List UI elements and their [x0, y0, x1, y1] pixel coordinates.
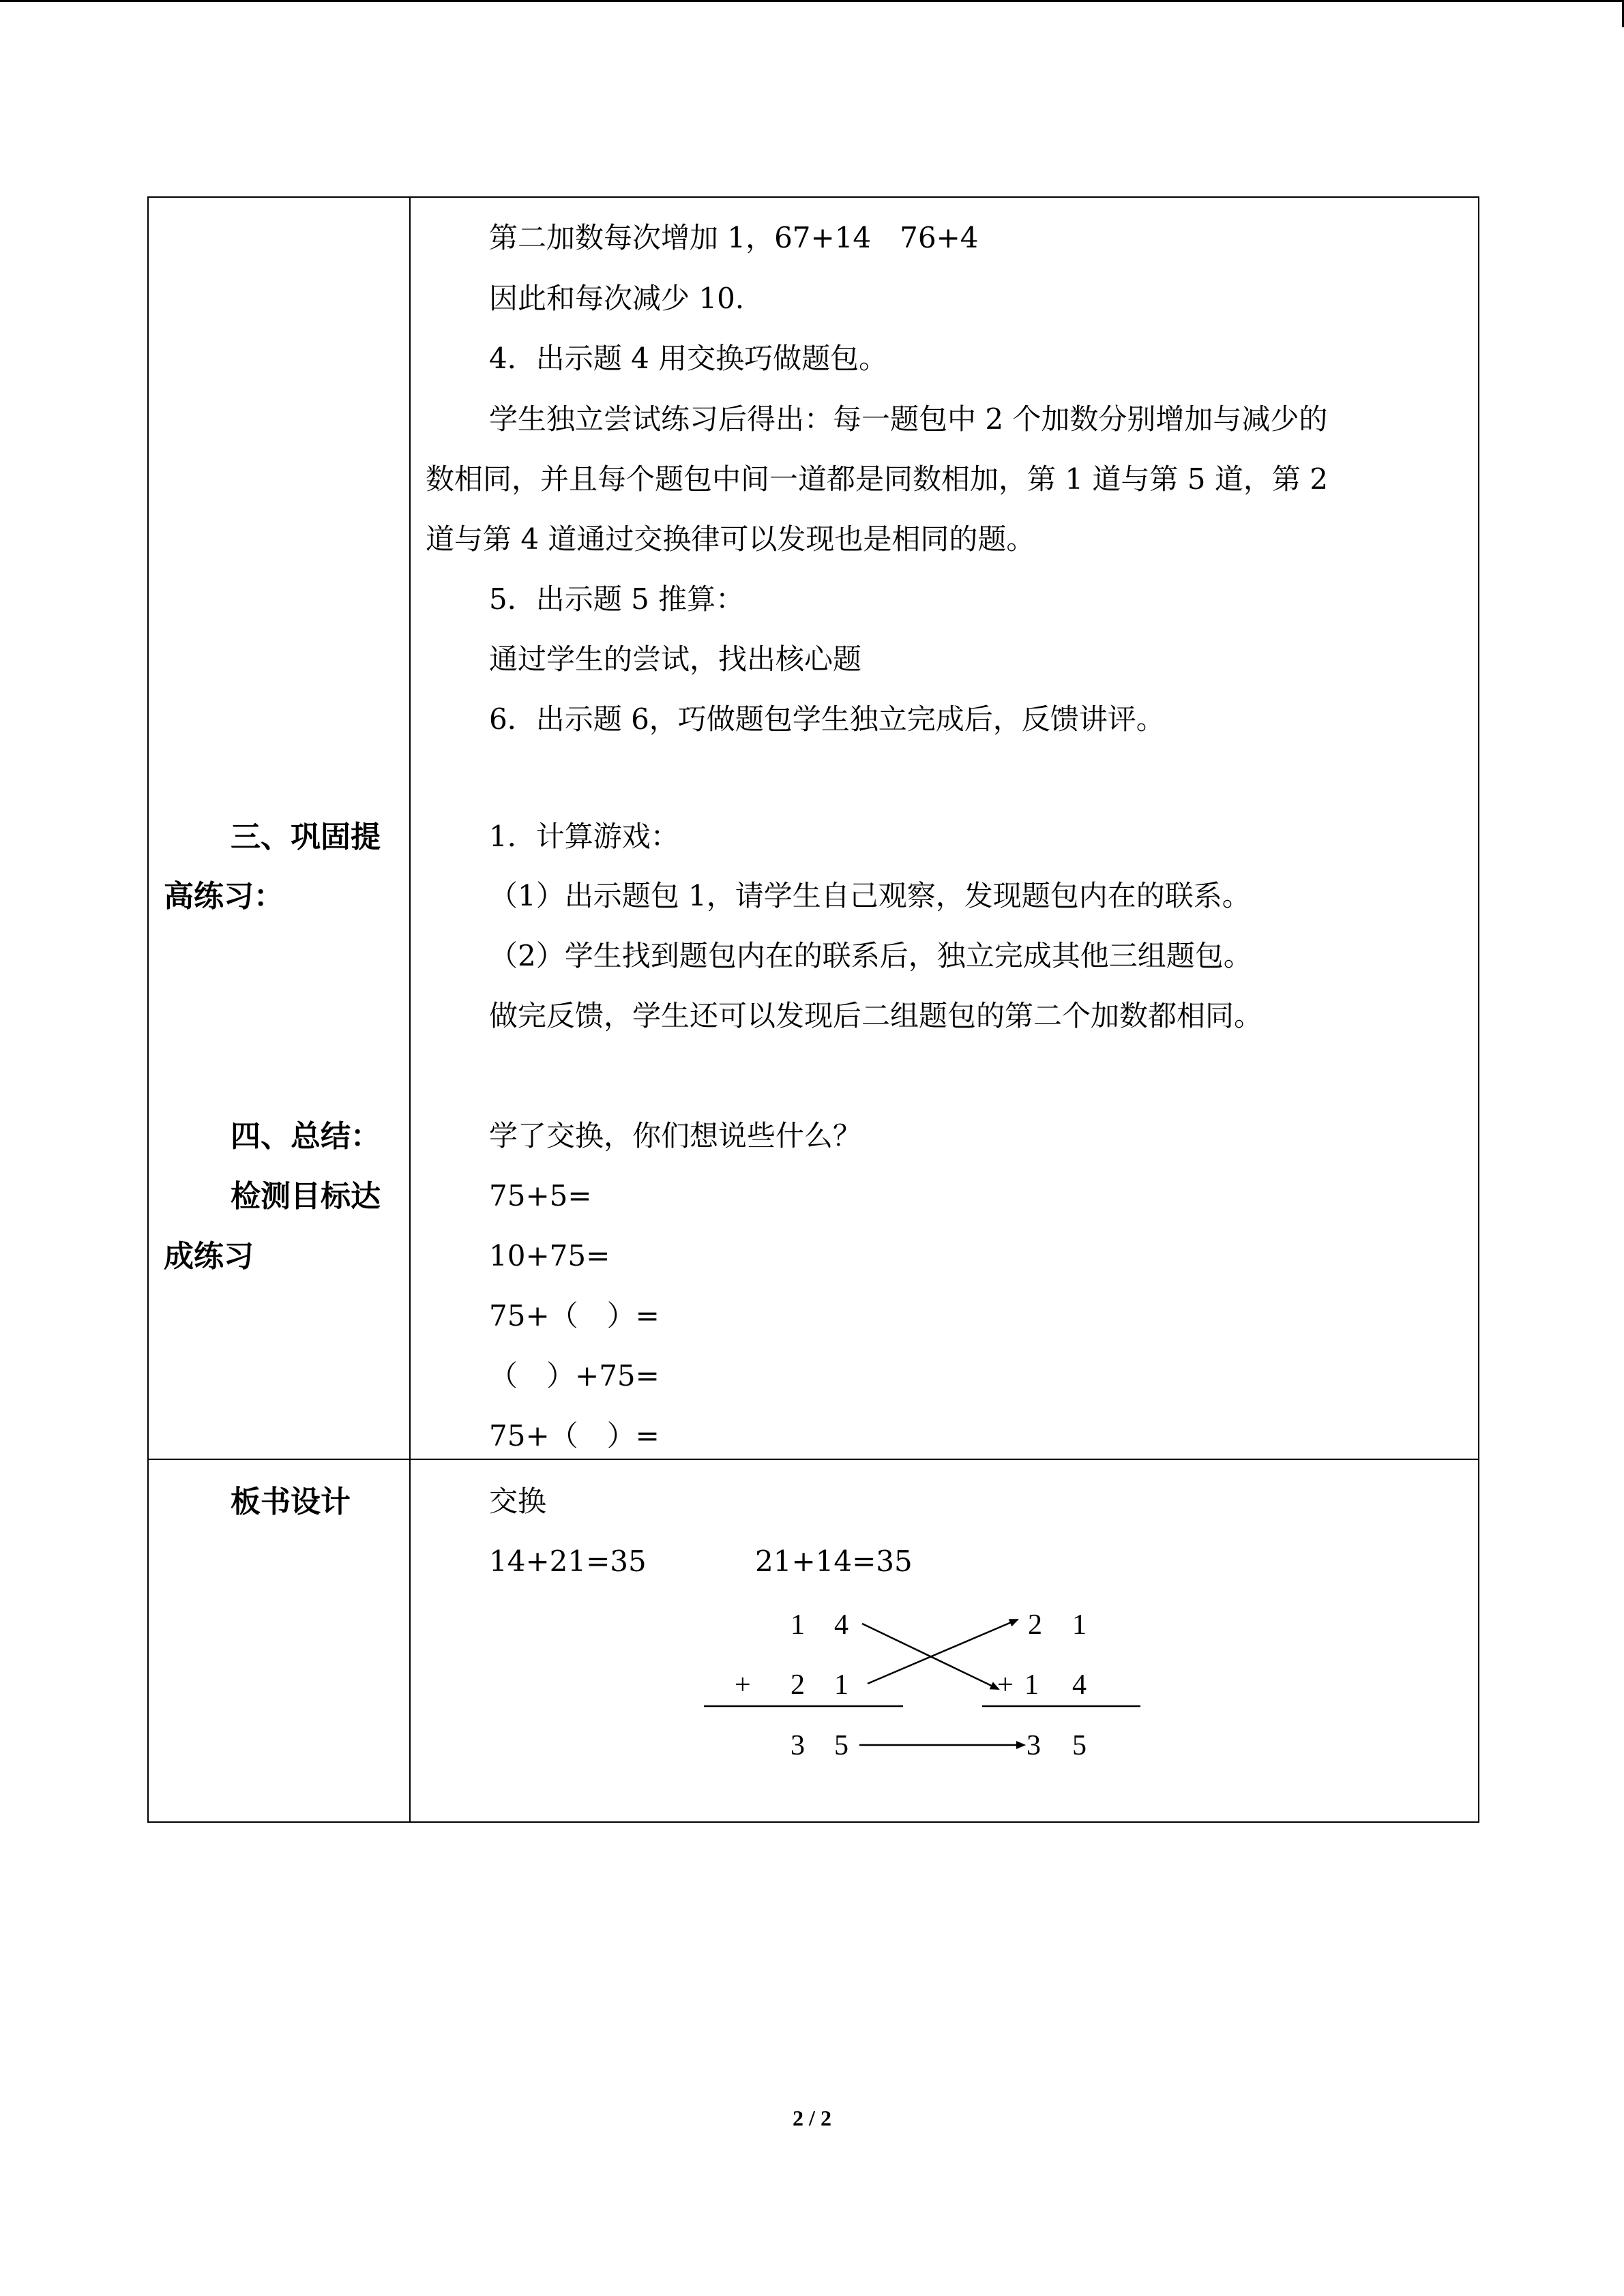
left-result-digit-2: 5	[834, 1730, 848, 1761]
left-mid-digit-1: 2	[791, 1669, 805, 1701]
content-line: 学生独立尝试练习后得出：每一题包中 2 个加数分别增加与减少的	[489, 402, 1328, 436]
content-line: 因此和每次减少 10.	[489, 282, 745, 315]
right-mid-digit-2: 4	[1072, 1669, 1087, 1701]
left-mid-digit-2: 1	[834, 1669, 848, 1701]
table-row	[148, 197, 1479, 1459]
section4-label-line3: 成练习	[164, 1239, 254, 1274]
content-line: 第二加数每次增加 1，67+14 76+4	[489, 221, 979, 254]
right-top-digit-2: 1	[1072, 1609, 1087, 1641]
content-line: （2）学生找到题包内在的联系后，独立完成其他三组题包。	[489, 939, 1252, 972]
content-line: 道与第 4 道通过交换律可以发现也是相同的题。	[426, 522, 1035, 556]
content-line: 6．出示题 6，巧做题包学生独立完成后，反馈讲评。	[489, 702, 1165, 736]
content-cell	[410, 197, 1479, 1459]
left-plus-sign: +	[735, 1669, 751, 1701]
content-line: （ ）+75=	[489, 1359, 660, 1392]
content-line: 75+（ ）=	[489, 1299, 660, 1332]
content-line: 75+（ ）=	[489, 1419, 660, 1452]
page-number: 2 / 2	[793, 2106, 831, 2130]
left-top-digit-2: 4	[834, 1609, 848, 1641]
content-line: 通过学生的尝试，找出核心题	[489, 642, 862, 676]
content-line: 4．出示题 4 用交换巧做题包。	[489, 342, 888, 375]
section4-label-line1: 四、总结：	[231, 1119, 381, 1154]
content-line: 学了交换，你们想说些什么？	[489, 1119, 862, 1152]
right-mid-digit-1: 1	[1024, 1669, 1039, 1701]
content-line: 75+5=	[489, 1179, 592, 1212]
section3-label-line2: 高练习：	[164, 879, 284, 914]
board-design-label-cell	[148, 1459, 410, 1822]
right-result-digit-2: 5	[1072, 1730, 1087, 1761]
lesson-plan-table	[147, 196, 1479, 1823]
table-row	[148, 1459, 1479, 1822]
content-line: （1）出示题包 1，请学生自己观察，发现题包内在的联系。	[489, 879, 1251, 912]
right-result-digit-1: 3	[1027, 1730, 1041, 1761]
content-line: 数相同，并且每个题包中间一道都是同数相加，第 1 道与第 5 道，第 2	[426, 462, 1328, 496]
top-border-line	[0, 0, 1624, 2]
equation-2: 21+14=35	[755, 1545, 913, 1578]
section-label-cell	[148, 197, 410, 1459]
content-line: 10+75=	[489, 1239, 610, 1272]
equation-1: 14+21=35	[489, 1545, 647, 1578]
right-plus-sign: +	[997, 1669, 1014, 1701]
board-design-label: 板书设计	[231, 1485, 351, 1519]
left-result-digit-1: 3	[791, 1730, 805, 1761]
board-design-cell	[410, 1459, 1479, 1822]
content-line: 5．出示题 5 推算：	[489, 582, 745, 616]
content-line: 做完反馈，学生还可以发现后二组题包的第二个加数都相同。	[489, 999, 1263, 1032]
cross-arrow-up	[868, 1620, 1018, 1684]
content-line: 1．计算游戏：	[489, 820, 679, 853]
commutative-diagram	[411, 1460, 1478, 1821]
board-title: 交换	[489, 1485, 547, 1518]
right-top-digit-1: 2	[1028, 1609, 1042, 1641]
section3-label-line1: 三、巩固提	[231, 820, 381, 854]
left-top-digit-1: 1	[791, 1609, 805, 1641]
section4-label-line2: 检测目标达	[231, 1179, 381, 1214]
